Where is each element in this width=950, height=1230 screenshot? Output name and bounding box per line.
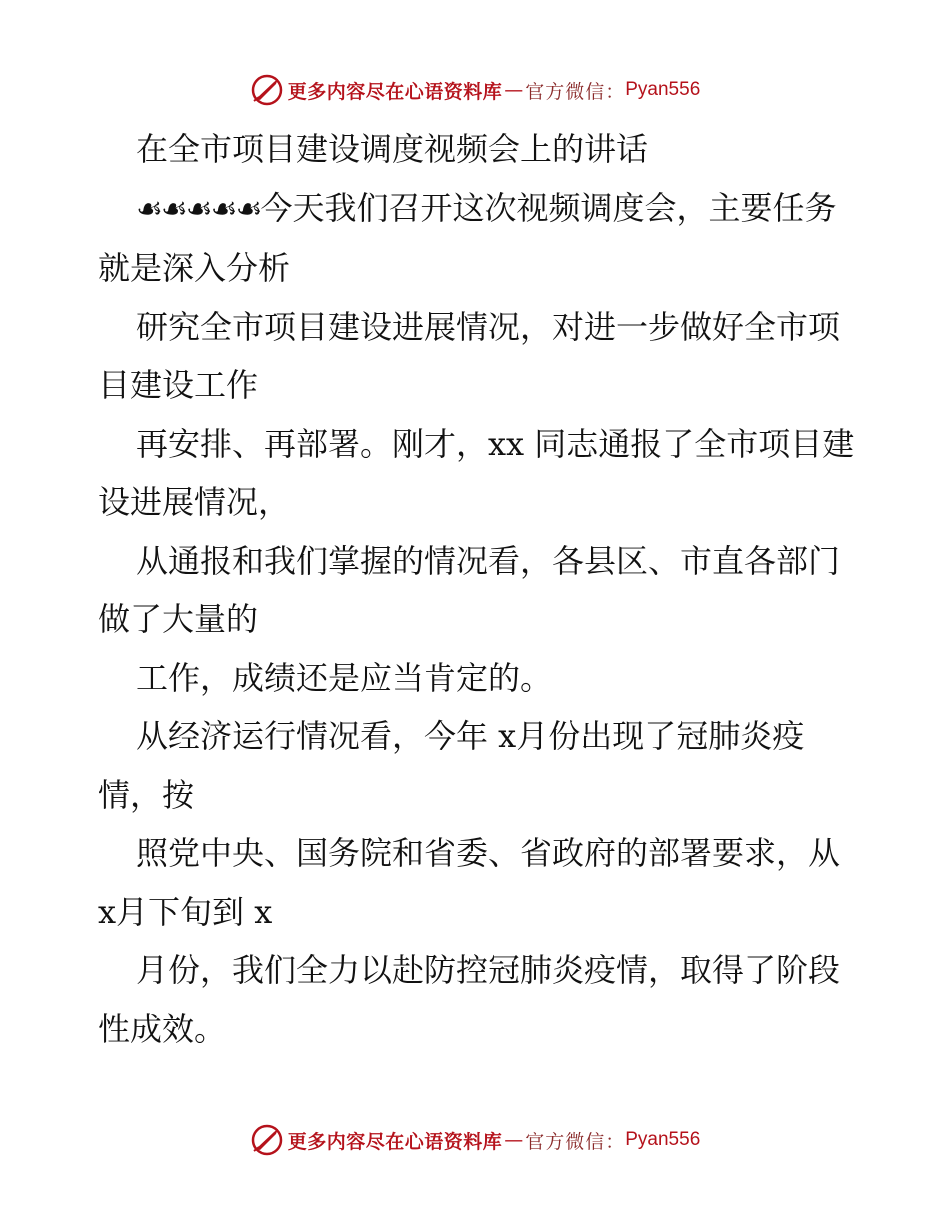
quill-circle-logo-icon	[250, 1123, 284, 1157]
paragraph-1	[98, 179, 858, 298]
paragraph-2: 研究全市项目建设进展情况，对进一步做好全市项目建设工作	[98, 307, 841, 404]
document-title: 在全市项目建设调度视频会上的讲话	[136, 130, 649, 168]
paragraph-7: 照党中央、国务院和省委、省政府的部署要求，从 x月下旬到 x	[98, 834, 841, 931]
paragraph-4: 从通报和我们掌握的情况看，各县区、市直各部门做了大量的	[98, 541, 841, 638]
header-banner	[0, 70, 950, 110]
footer-banner	[0, 1120, 950, 1160]
paragraph-6: 从经济运行情况看，今年 x月份出现了冠肺炎疫情，按	[98, 717, 805, 814]
banner-wechat-id: Pyan556	[625, 79, 701, 100]
paragraph-3: 再安排、再部署。刚才，xx 同志通报了全市项目建设进展情况，	[98, 424, 855, 521]
banner-text: 更多内容尽在心语资料库	[287, 1130, 503, 1153]
banner-separator: —	[504, 79, 524, 101]
ornament-glyphs: ☙☙☙☙☙	[136, 191, 261, 227]
paragraph-8: 月份，我们全力以赴防控冠肺炎疫情，取得了阶段性成效。	[98, 951, 841, 1048]
banner-separator: —	[504, 1129, 524, 1151]
banner-text: 更多内容尽在心语资料库	[287, 80, 503, 103]
paragraph-text: 今天我们召开这次视频调度会，主要任务就是深入分析	[98, 188, 837, 287]
banner-wechat-label: 官方微信：	[525, 1130, 626, 1153]
quill-circle-logo-icon	[250, 73, 284, 107]
document-body	[98, 120, 858, 1058]
banner-wechat-label: 官方微信：	[525, 80, 626, 103]
paragraph-5: 工作，成绩还是应当肯定的。	[136, 658, 553, 697]
banner-wechat-id: Pyan556	[625, 1129, 701, 1150]
